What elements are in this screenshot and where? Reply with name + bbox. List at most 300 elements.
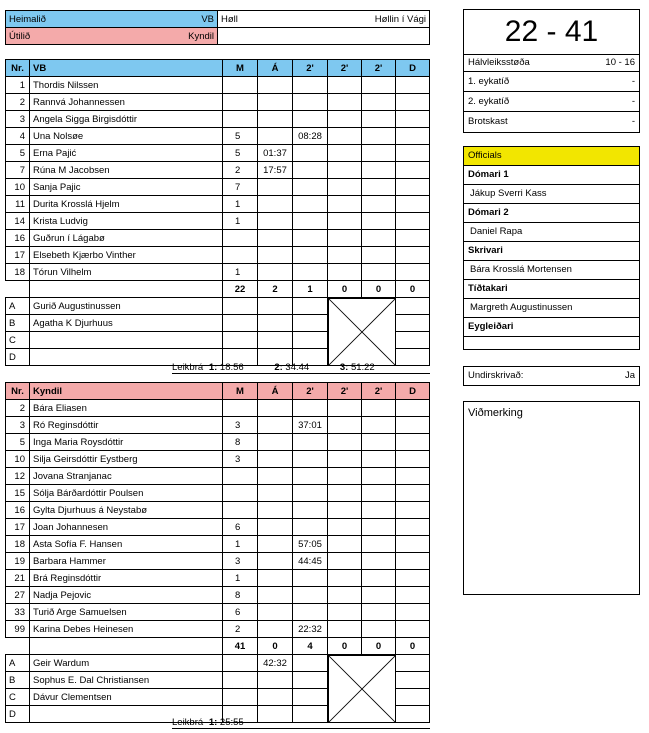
player-suspension-2 [328, 417, 362, 434]
player-warning [258, 77, 293, 94]
home-timeouts-label: Leikbrá [172, 362, 204, 373]
staff-suspension [293, 689, 328, 706]
player-disqualification [396, 451, 430, 468]
match-header [5, 10, 430, 45]
staff-letter: D [6, 706, 30, 723]
staff-goals [223, 672, 258, 689]
player-suspension-3 [362, 417, 396, 434]
player-number: 1 [6, 77, 30, 94]
player-suspension-3 [362, 264, 396, 281]
staff-goals [223, 655, 258, 672]
player-row [6, 247, 430, 264]
player-suspension-1: 37:01 [293, 417, 328, 434]
player-row [6, 587, 430, 604]
player-warning [258, 553, 293, 570]
player-suspension-3 [362, 570, 396, 587]
player-suspension-1 [293, 179, 328, 196]
player-row [6, 162, 430, 179]
player-warning [258, 196, 293, 213]
player-goals: 6 [223, 519, 258, 536]
player-number: 3 [6, 111, 30, 128]
column-header-goals: M [223, 383, 258, 400]
player-row [6, 128, 430, 145]
shootout-row [464, 112, 639, 131]
away-label: Útilið [9, 30, 31, 42]
total-a: 0 [258, 638, 293, 655]
player-row [6, 451, 430, 468]
home-timeout-2: 34:44 [285, 362, 310, 373]
column-header-disqualification: D [396, 383, 430, 400]
player-disqualification [396, 111, 430, 128]
player-name: Barbara Hammer [30, 553, 223, 570]
player-row [6, 536, 430, 553]
player-name: Bára Eliasen [30, 400, 223, 417]
player-goals: 6 [223, 604, 258, 621]
player-name: Tórun Vilhelm [30, 264, 223, 281]
player-name: Erna Pajić [30, 145, 223, 162]
column-header-suspension-2: 2' [328, 383, 362, 400]
player-disqualification [396, 417, 430, 434]
player-goals [223, 230, 258, 247]
player-goals: 1 [223, 570, 258, 587]
column-header-nr: Nr. [6, 60, 30, 77]
player-suspension-3 [362, 162, 396, 179]
extra-time-2-row [464, 92, 639, 112]
home-timeout-1: 18:56 [219, 362, 244, 373]
player-suspension-1 [293, 264, 328, 281]
player-suspension-2 [328, 77, 362, 94]
staff-suspension [293, 315, 328, 332]
player-warning: 01:37 [258, 145, 293, 162]
staff-disq [396, 315, 430, 332]
player-goals: 1 [223, 196, 258, 213]
staff-letter: A [6, 298, 30, 315]
player-goals [223, 247, 258, 264]
player-suspension-1: 08:28 [293, 128, 328, 145]
totals-blank-name [30, 638, 223, 655]
timekeeper-label: Tíðtakari [464, 280, 639, 299]
column-header-suspension-3: 2' [362, 383, 396, 400]
player-goals: 5 [223, 145, 258, 162]
player-number: 12 [6, 468, 30, 485]
player-warning [258, 451, 293, 468]
officials-title: Officials [464, 147, 639, 166]
player-suspension-1: 44:45 [293, 553, 328, 570]
scorer-label: Skrivari [464, 242, 639, 261]
extra-time-1-label: 1. eykatíð [468, 76, 510, 87]
player-suspension-3 [362, 587, 396, 604]
player-disqualification [396, 570, 430, 587]
column-header-nr: Nr. [6, 383, 30, 400]
player-disqualification [396, 519, 430, 536]
player-disqualification [396, 162, 430, 179]
player-disqualification [396, 621, 430, 638]
player-name: Inga Maria Roysdóttir [30, 434, 223, 451]
staff-warning [258, 315, 293, 332]
player-name: Sanja Pajic [30, 179, 223, 196]
empty-cell [218, 28, 430, 45]
player-goals: 8 [223, 587, 258, 604]
staff-disq [396, 332, 430, 349]
player-suspension-1: 57:05 [293, 536, 328, 553]
player-number: 17 [6, 247, 30, 264]
officials-box [463, 146, 640, 350]
player-suspension-2 [328, 94, 362, 111]
player-warning [258, 213, 293, 230]
remarks-label: Viðmerking [468, 407, 523, 419]
player-number: 5 [6, 434, 30, 451]
supervisor-label: Eygleiðari [464, 318, 639, 337]
player-suspension-3 [362, 604, 396, 621]
player-goals: 3 [223, 417, 258, 434]
player-suspension-2 [328, 230, 362, 247]
column-header-goals: M [223, 60, 258, 77]
player-number: 19 [6, 553, 30, 570]
player-goals: 3 [223, 451, 258, 468]
player-row [6, 468, 430, 485]
player-number: 10 [6, 179, 30, 196]
player-suspension-2 [328, 128, 362, 145]
player-goals: 7 [223, 179, 258, 196]
column-header-suspension-3: 2' [362, 60, 396, 77]
player-suspension-3 [362, 400, 396, 417]
player-suspension-3 [362, 621, 396, 638]
total-d: 0 [396, 281, 430, 298]
player-suspension-3 [362, 468, 396, 485]
referee-2-name: Daniel Rapa [464, 223, 639, 242]
player-number: 16 [6, 502, 30, 519]
player-suspension-1 [293, 468, 328, 485]
player-suspension-3 [362, 179, 396, 196]
halftime-label: Hálvleiksstøða [468, 57, 530, 68]
totals-row [6, 638, 430, 655]
column-header-warning: Á [258, 60, 293, 77]
staff-goals [223, 298, 258, 315]
final-score: 22 - 41 [464, 10, 639, 55]
staff-letter: C [6, 689, 30, 706]
column-header-warning: Á [258, 383, 293, 400]
player-row [6, 570, 430, 587]
player-suspension-1 [293, 145, 328, 162]
home-label: Heimalið [9, 13, 46, 25]
player-suspension-3 [362, 145, 396, 162]
player-name: Joan Johannesen [30, 519, 223, 536]
player-suspension-3 [362, 196, 396, 213]
player-disqualification [396, 94, 430, 111]
player-warning [258, 502, 293, 519]
player-warning [258, 570, 293, 587]
crossed-out-box [328, 298, 396, 366]
player-row [6, 502, 430, 519]
player-goals [223, 502, 258, 519]
crossed-out-box [328, 655, 396, 723]
player-suspension-1 [293, 400, 328, 417]
player-name: Jovana Stranjanac [30, 468, 223, 485]
staff-warning [258, 298, 293, 315]
player-disqualification [396, 145, 430, 162]
player-number: 16 [6, 230, 30, 247]
staff-suspension [293, 298, 328, 315]
player-row [6, 230, 430, 247]
player-name: Elsebeth Kjærbo Vinther [30, 247, 223, 264]
column-header-suspension-1: 2' [293, 60, 328, 77]
player-suspension-2 [328, 179, 362, 196]
referee-1-label: Dómari 1 [464, 166, 639, 185]
referee-1-name: Jákup Sverri Kass [464, 185, 639, 204]
player-suspension-3 [362, 553, 396, 570]
staff-letter: A [6, 655, 30, 672]
extra-time-1-row [464, 72, 639, 92]
player-row [6, 111, 430, 128]
totals-row [6, 281, 430, 298]
player-suspension-1 [293, 604, 328, 621]
player-warning [258, 536, 293, 553]
player-name: Ró Reginsdóttir [30, 417, 223, 434]
player-goals [223, 111, 258, 128]
player-suspension-3 [362, 502, 396, 519]
player-suspension-1 [293, 451, 328, 468]
remarks-box [463, 401, 640, 595]
player-row [6, 485, 430, 502]
home-team-cell [6, 11, 218, 28]
player-name: Turið Arge Samuelsen [30, 604, 223, 621]
venue: Høllin í Vági [374, 13, 426, 25]
player-suspension-2 [328, 400, 362, 417]
player-goals: 2 [223, 162, 258, 179]
player-row [6, 417, 430, 434]
player-suspension-2 [328, 621, 362, 638]
player-suspension-1 [293, 570, 328, 587]
player-warning [258, 434, 293, 451]
signed-label: Undirskrivað: [468, 370, 524, 381]
player-disqualification [396, 536, 430, 553]
player-number: 11 [6, 196, 30, 213]
player-name: Brá Reginsdóttir [30, 570, 223, 587]
total-t1: 1 [293, 281, 328, 298]
player-name: Durita Krosslá Hjelm [30, 196, 223, 213]
player-name: Silja Geirsdóttir Eystberg [30, 451, 223, 468]
staff-name [30, 332, 223, 349]
player-number: 18 [6, 536, 30, 553]
player-number: 3 [6, 417, 30, 434]
total-m: 22 [223, 281, 258, 298]
scorer-name: Bára Krosslá Mortensen [464, 261, 639, 280]
player-goals: 8 [223, 434, 258, 451]
player-suspension-2 [328, 485, 362, 502]
staff-name: Dávur Clementsen [30, 689, 223, 706]
staff-disq [396, 672, 430, 689]
player-row [6, 264, 430, 281]
staff-letter: D [6, 349, 30, 366]
player-suspension-1 [293, 434, 328, 451]
staff-goals [223, 689, 258, 706]
player-disqualification [396, 587, 430, 604]
signed-value: Ja [624, 370, 635, 381]
player-suspension-2 [328, 264, 362, 281]
player-suspension-1 [293, 502, 328, 519]
extra-time-2-label: 2. eykatíð [468, 96, 510, 107]
player-suspension-2 [328, 162, 362, 179]
home-timeout-3: 51:22 [350, 362, 375, 373]
referee-2-label: Dómari 2 [464, 204, 639, 223]
player-row [6, 145, 430, 162]
player-disqualification [396, 485, 430, 502]
player-name: Angela Sigga Birgisdóttir [30, 111, 223, 128]
player-name: Una Nolsøe [30, 128, 223, 145]
totals-blank [6, 281, 30, 298]
player-goals [223, 77, 258, 94]
extra-time-2-value: - [631, 96, 635, 107]
staff-warning [258, 689, 293, 706]
player-suspension-1 [293, 230, 328, 247]
player-suspension-1 [293, 162, 328, 179]
player-suspension-3 [362, 94, 396, 111]
player-suspension-3 [362, 536, 396, 553]
player-suspension-1 [293, 77, 328, 94]
player-row [6, 434, 430, 451]
player-suspension-1 [293, 111, 328, 128]
column-header-suspension-2: 2' [328, 60, 362, 77]
player-suspension-2 [328, 434, 362, 451]
player-number: 27 [6, 587, 30, 604]
column-header-disqualification: D [396, 60, 430, 77]
player-row [6, 519, 430, 536]
player-suspension-1 [293, 587, 328, 604]
away-timeout-1-label: 1: [208, 717, 218, 728]
player-name: Guðrun í Lágabø [30, 230, 223, 247]
player-suspension-2 [328, 587, 362, 604]
player-number: 99 [6, 621, 30, 638]
player-suspension-2 [328, 451, 362, 468]
player-suspension-2 [328, 502, 362, 519]
player-name: Sólja Bárðardóttir Poulsen [30, 485, 223, 502]
halftime-score: 10 - 16 [605, 57, 635, 68]
player-name: Gylta Djurhuus á Neystabø [30, 502, 223, 519]
player-suspension-3 [362, 485, 396, 502]
player-number: 14 [6, 213, 30, 230]
player-suspension-1 [293, 485, 328, 502]
player-disqualification [396, 264, 430, 281]
total-a: 2 [258, 281, 293, 298]
staff-disq [396, 689, 430, 706]
player-warning: 17:57 [258, 162, 293, 179]
player-name: Rúna M Jacobsen [30, 162, 223, 179]
player-suspension-1 [293, 247, 328, 264]
score-box [463, 9, 640, 133]
player-disqualification [396, 468, 430, 485]
staff-name: Gurið Augustinussen [30, 298, 223, 315]
shootout-value: - [631, 116, 635, 127]
player-disqualification [396, 128, 430, 145]
player-warning [258, 621, 293, 638]
shootout-label: Brotskast [468, 116, 508, 127]
player-suspension-2 [328, 196, 362, 213]
total-t1: 4 [293, 638, 328, 655]
home-timeout-2-label: 2: [274, 362, 283, 373]
player-name: Rannvá Johannessen [30, 94, 223, 111]
player-disqualification [396, 502, 430, 519]
team-name-header: VB [30, 60, 223, 77]
player-suspension-3 [362, 77, 396, 94]
player-number: 21 [6, 570, 30, 587]
player-number: 15 [6, 485, 30, 502]
player-suspension-2 [328, 468, 362, 485]
player-suspension-2 [328, 145, 362, 162]
supervisor-name [464, 337, 639, 355]
staff-warning [258, 672, 293, 689]
player-name: Karina Debes Heinesen [30, 621, 223, 638]
player-row [6, 77, 430, 94]
away-team: Kyndil [188, 30, 214, 42]
player-goals: 5 [223, 128, 258, 145]
player-disqualification [396, 77, 430, 94]
staff-suspension [293, 332, 328, 349]
totals-blank-name [30, 281, 223, 298]
staff-letter: B [6, 672, 30, 689]
player-warning [258, 485, 293, 502]
player-warning [258, 111, 293, 128]
player-disqualification [396, 247, 430, 264]
player-number: 2 [6, 400, 30, 417]
player-number: 2 [6, 94, 30, 111]
staff-letter: B [6, 315, 30, 332]
away-header-row [6, 383, 430, 400]
player-disqualification [396, 179, 430, 196]
player-goals: 2 [223, 621, 258, 638]
player-goals: 1 [223, 536, 258, 553]
player-number: 10 [6, 451, 30, 468]
player-warning [258, 179, 293, 196]
player-goals [223, 468, 258, 485]
player-row [6, 94, 430, 111]
player-name: Nadja Pejovic [30, 587, 223, 604]
player-disqualification [396, 230, 430, 247]
player-warning [258, 128, 293, 145]
player-warning [258, 94, 293, 111]
player-warning [258, 230, 293, 247]
total-m: 41 [223, 638, 258, 655]
player-goals [223, 94, 258, 111]
player-number: 18 [6, 264, 30, 281]
total-d: 0 [396, 638, 430, 655]
player-suspension-2 [328, 604, 362, 621]
player-suspension-1 [293, 196, 328, 213]
player-number: 7 [6, 162, 30, 179]
player-warning [258, 264, 293, 281]
player-number: 5 [6, 145, 30, 162]
player-suspension-3 [362, 111, 396, 128]
player-warning [258, 417, 293, 434]
total-t3: 0 [362, 281, 396, 298]
player-warning [258, 604, 293, 621]
player-disqualification [396, 400, 430, 417]
team-name-header: Kyndil [30, 383, 223, 400]
player-suspension-3 [362, 519, 396, 536]
staff-disq [396, 655, 430, 672]
player-goals: 1 [223, 213, 258, 230]
player-number: 33 [6, 604, 30, 621]
player-suspension-1: 22:32 [293, 621, 328, 638]
player-suspension-3 [362, 230, 396, 247]
player-disqualification [396, 553, 430, 570]
player-warning [258, 247, 293, 264]
player-row [6, 196, 430, 213]
player-row [6, 179, 430, 196]
player-number: 17 [6, 519, 30, 536]
player-name: Asta Sofía F. Hansen [30, 536, 223, 553]
staff-goals [223, 315, 258, 332]
player-row [6, 604, 430, 621]
